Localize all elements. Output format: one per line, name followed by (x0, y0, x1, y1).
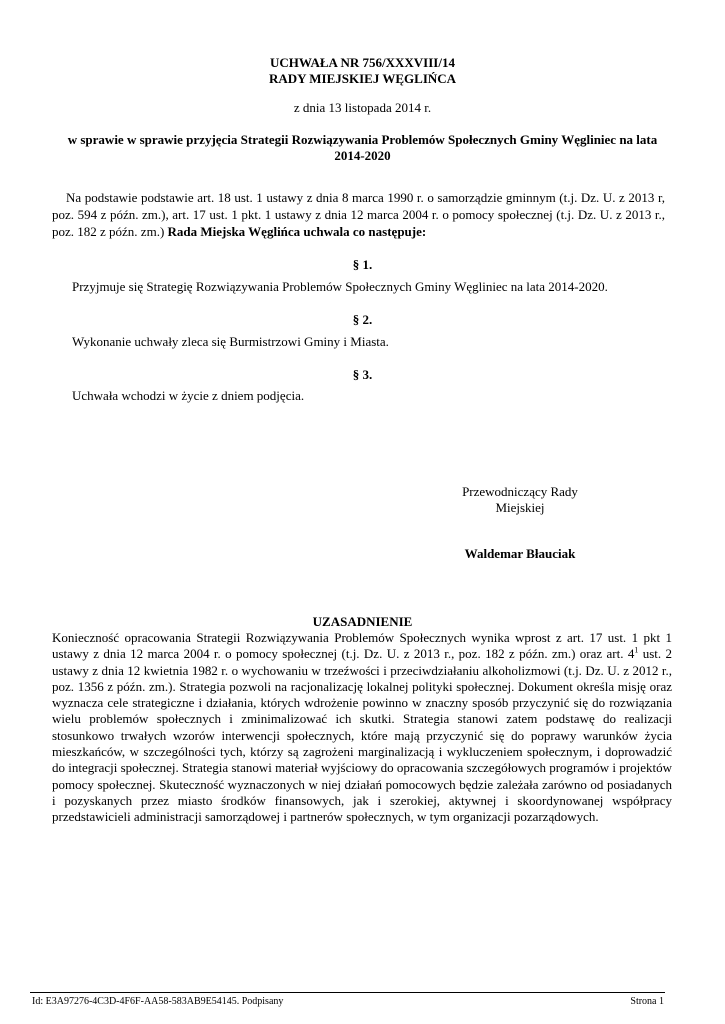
preamble-text: Na podstawie podstawie art. 18 ust. 1 ustawy z dnia 8 marca 1990 r. o samorządzie gminnym (t.j. Dz. U. z 2013 r, poz. 594 z późn. zm.), art. 17 ust. 1 pkt. 1 ustawy z dnia 12 marca 2004 r. o pomocy społecznej (t.j. Dz. U. z 2013 r., poz. 182 z późn. zm.) (52, 190, 665, 239)
signature-role-line-2: Miejskiej (495, 500, 545, 515)
justification-heading: UZASADNIENIE (312, 614, 413, 629)
subject-line-1: w sprawie w sprawie przyjęcia Strategii Rozwiązywania Problemów Społecznych Gminy Węgliniec na lata (67, 132, 658, 147)
signature-role-line-1: Przewodniczący Rady (462, 484, 578, 499)
section-1-heading: § 1. (352, 257, 373, 272)
resolution-number: UCHWAŁA NR 756/XXXVIII/14 (270, 55, 455, 70)
footer-divider (30, 992, 665, 993)
justification-text (52, 630, 672, 826)
signer-name: Waldemar Błauciak (464, 546, 576, 561)
justification-text-part-1: Konieczność opracowania Strategii Rozwiązywania Problemów Społecznych wynika wprost z art. 17 ust. 1 pkt 1 ustawy z dnia 12 marca 2004 r. o pomocy społecznej (t.j. Dz. U. z 2013 r., poz. 182 z późn. zm.) oraz art. 4 (52, 630, 672, 662)
section-2-text: Wykonanie uchwały zleca się Burmistrzowi Gminy i Miasta. (72, 334, 389, 349)
section-3-text: Uchwała wchodzi w życie z dniem podjęcia. (72, 388, 305, 403)
section-1-text: Przyjmuje się Strategię Rozwiązywania Problemów Społecznych Gminy Węgliniec na lata 2014-2020. (72, 279, 608, 294)
section-3-heading: § 3. (352, 367, 373, 382)
justification-text-part-2: ust. 2 ustawy z dnia 12 kwietnia 1982 r. o wychowaniu w trzeźwości i przeciwdziałaniu alkoholizmowi (t.j. Dz. U. z 2012 r., poz. 1356 z późn. zm.). Strategia pozwoli na racjonalizację lokalnej polityki społecznej. Dokument określa misję oraz wyznacza cele strategiczne i działania, których wdrożenie powinno w znaczny sposób przyczynić się do rozwiązania wielu problemów społecznych i zminimalizować ich skutki. Strategia stanowi zatem podstawę do realizacji stosunkowo trwałych wzorów interwencji społecznych, które mają przyczynić się do poprawy warunków życia mieszkańców, w szczególności tych, którzy są zagrożeni marginalizacją i wykluczeniem społecznym, i doprowadzić do integracji społecznej. Strategia stanowi materiał wyjściowy do opracowania szczegółowych programów i projektów pomocy społecznej. Skuteczność wyznaczonych w niej działań pomocowych będzie zależała zarówno od posiadanych i pozyskanych przez miasto środków finansowych, jak i szerokiej, aktywnej i skoordynowanej współpracy przedstawicieli administracji samorządowej i partnerów społecznych, w tym organizacji pozarządowych. (52, 646, 673, 825)
resolution-title (60, 55, 665, 87)
section-2-heading: § 2. (352, 312, 373, 327)
council-name: RADY MIEJSKIEJ WĘGLIŃCA (268, 71, 457, 86)
signature-role (440, 484, 600, 516)
document-id: Id: E3A97276-4C3D-4F6F-AA58-583AB9E54145. Podpisany (32, 996, 284, 1007)
page-number: Strona 1 (630, 996, 664, 1007)
legal-basis-preamble (52, 189, 665, 240)
preamble-resolution-clause: Rada Miejska Węglińca uchwala co następuje: (167, 224, 427, 239)
resolution-subject (60, 132, 665, 164)
resolution-date: z dnia 13 listopada 2014 r. (293, 100, 432, 115)
article-superscript: 1 (634, 645, 639, 655)
subject-line-2: 2014-2020 (334, 148, 391, 163)
